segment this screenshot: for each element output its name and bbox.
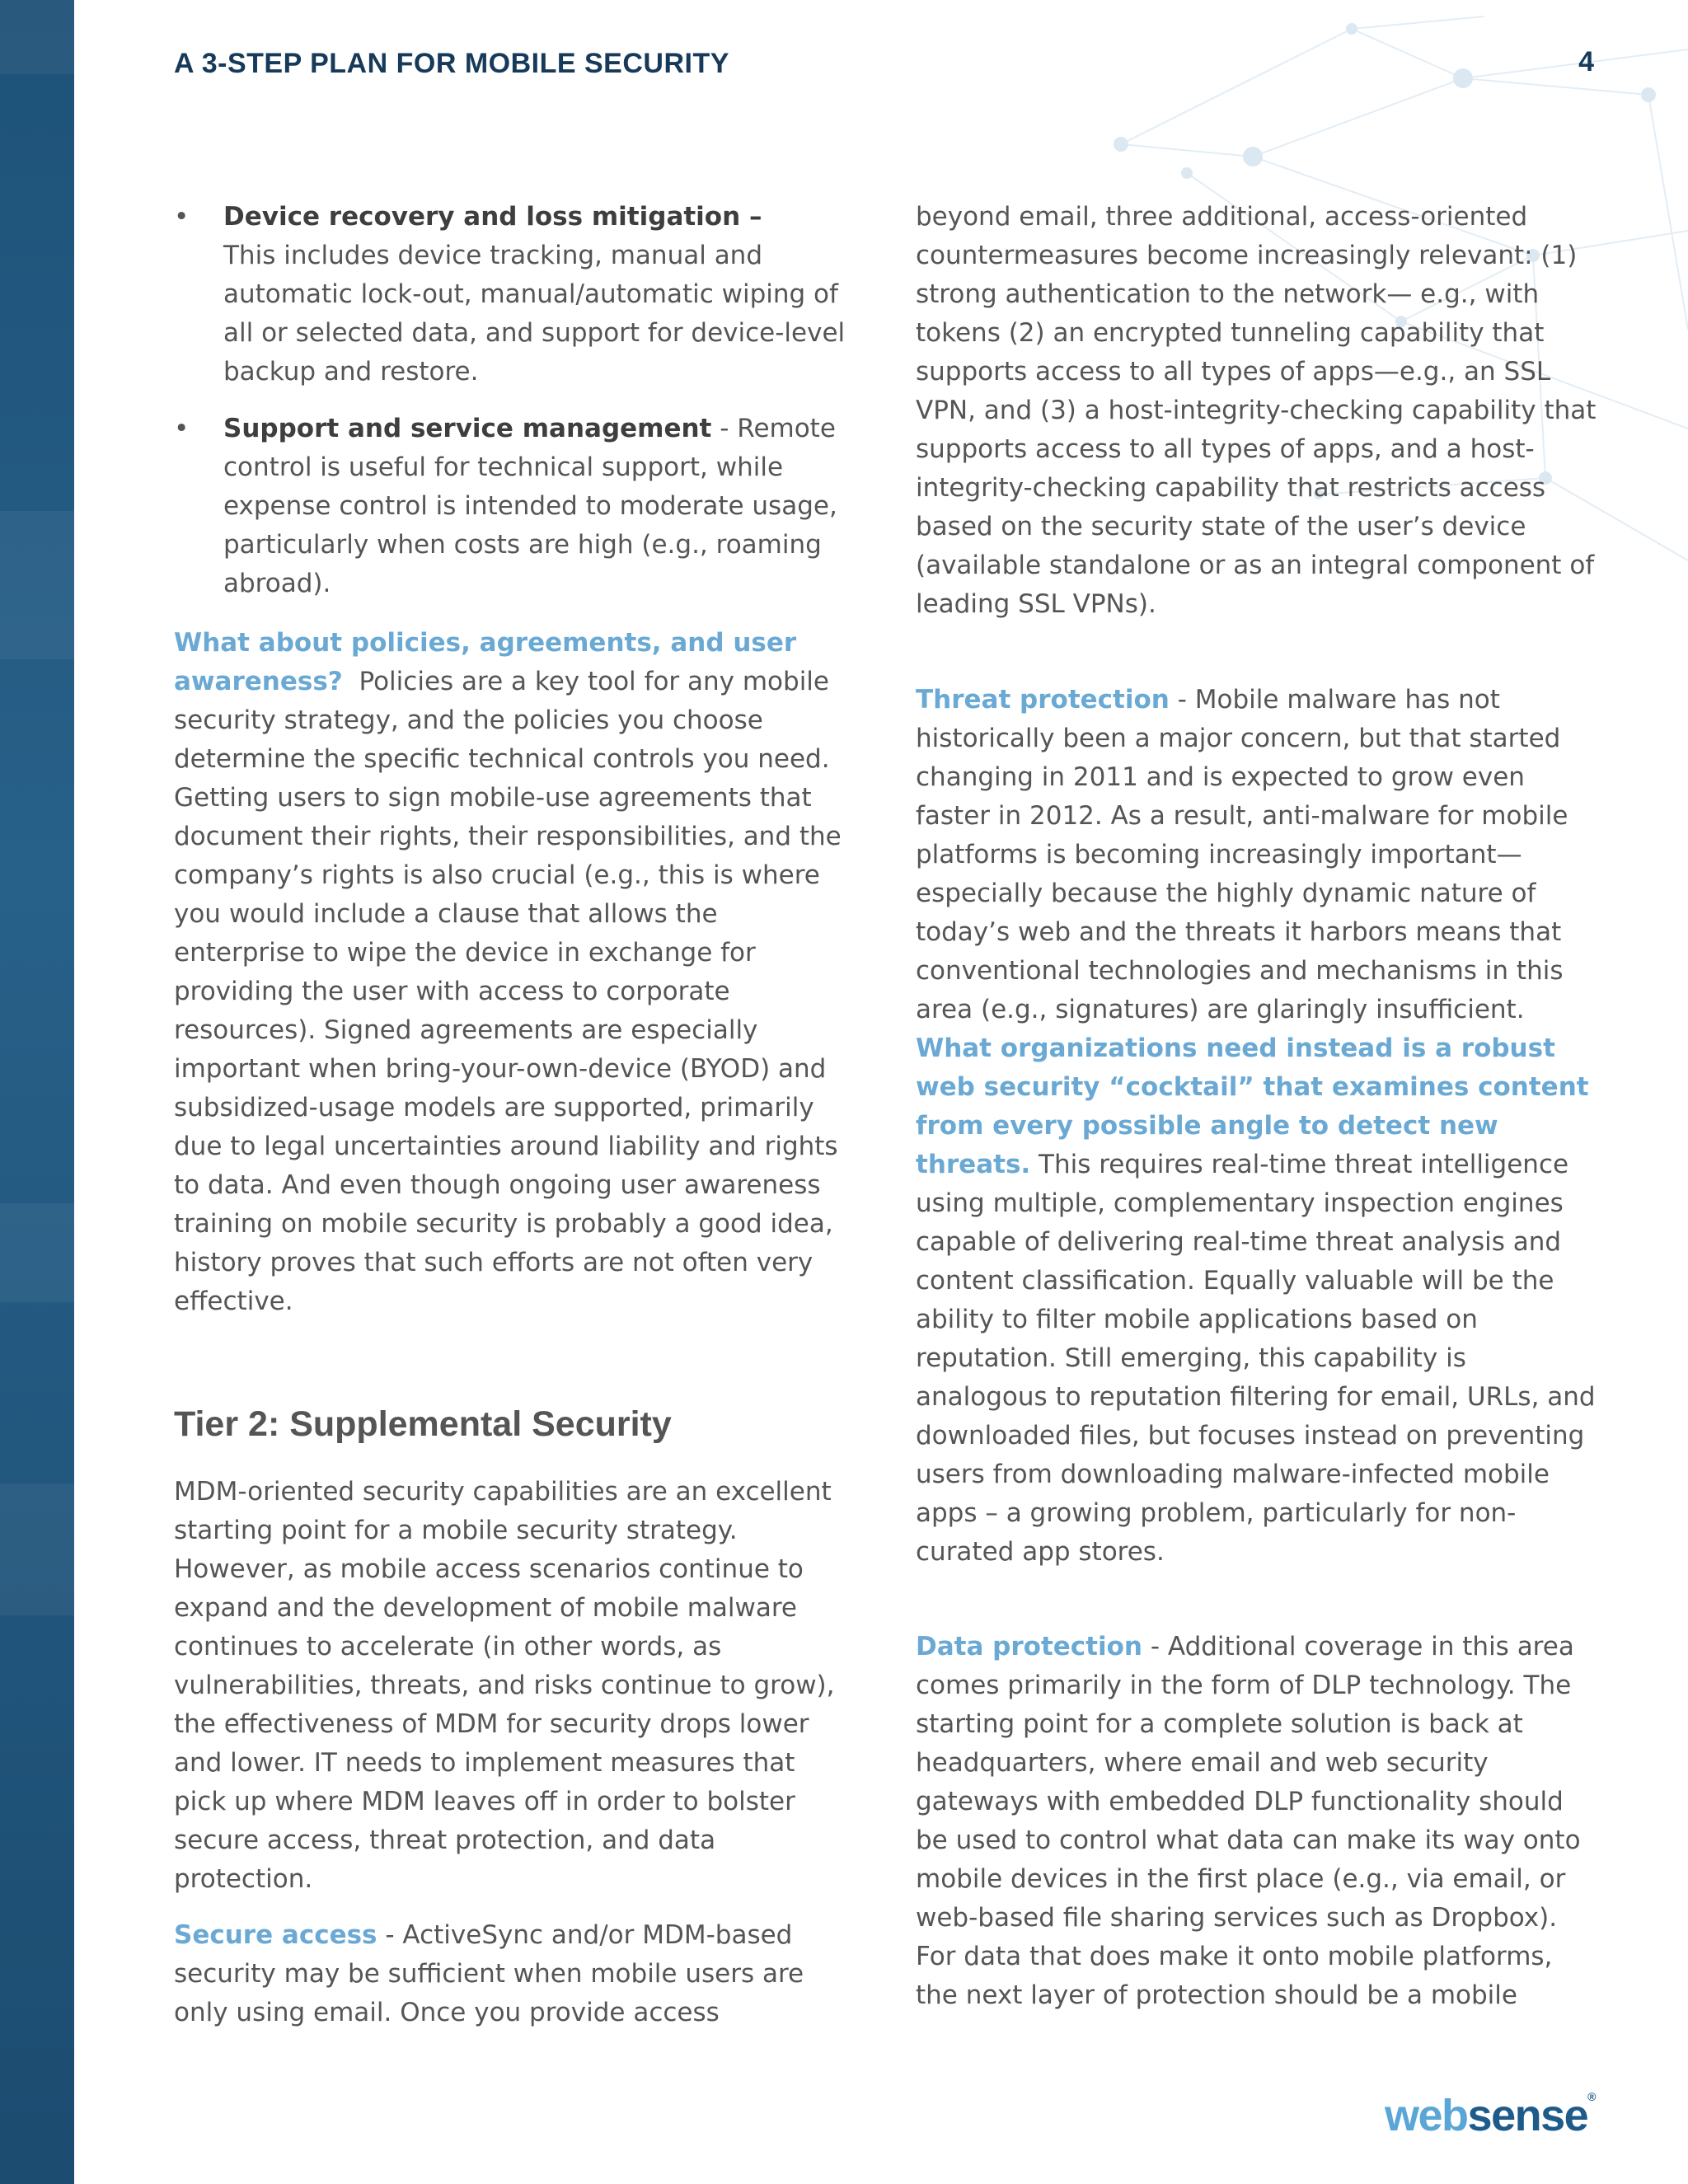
bullet-term: Device recovery and loss mitigation	[223, 202, 741, 232]
policies-lead: What about policies, agreements, and user awareness?	[174, 628, 797, 696]
bullet-text: This includes device tracking, manual and automatic lock-out, manual/automatic wiping of all or selected data, and support for device-level backup and restore.	[223, 241, 846, 387]
bullet-text: Remote control is useful for technical support, while expense control is intended to moderate usage, particularly when costs are high (e.g., roaming abroad).	[223, 414, 837, 598]
document-title: A 3-STEP PLAN FOR MOBILE SECURITY	[174, 48, 729, 79]
access-continuation-paragraph: beyond email, three additional, access-oriented countermeasures become increasingly relevant: (1) strong authentication to the network— e.g., with tokens (2) an encrypted tunneling capability that supports access to all types of apps—e.g., an SSL VPN, and (3) a host-integrity-checking capability that supports access to all types of apps, and a host-integrity-checking capability that restricts access based on the security state of the user’s device (available standalone or as an integral component of leading SSL VPNs).	[916, 202, 1597, 619]
data-protection-lead: Data protection	[916, 1632, 1142, 1661]
policies-paragraph: What about policies, agreements, and user awareness? Policies are a key tool for any mobile security strategy, and the policies you choose determine the specific technical controls you need. Getting users to sign mobile-use agreements that document their rights, their responsibilities, and the company’s rights is also crucial (e.g., this is where you would include a clause that allows the enterprise to wipe the device in exchange for providing the user with access to corporate resources). Signed agreements are especially important when bring-your-own-device (BYOD) and subsidized-usage models are supported, primarily due to legal uncertainties around liability and rights to data. And even though ongoing user awareness training on mobile security is probably a good idea, history proves that such efforts are not often very effective.	[174, 628, 842, 1316]
tier-intro-paragraph: MDM-oriented security capabilities are an excellent starting point for a mobile security strategy. However, as mobile access scenarios continue to expand and the development of mobile malware continues to accelerate (in other words, as vulnerabilities, threats, and risks continue to grow), the effectiveness of MDM for security drops lower and lower. IT needs to implement measures that pick up where MDM leaves off in order to bolster secure access, threat protection, and data protection.	[174, 1477, 835, 1894]
websense-logo: websense®	[1385, 2090, 1597, 2140]
bullet-icon: •	[174, 414, 190, 443]
bullet-term: Support and service management	[223, 414, 712, 443]
sidebar-decoration	[0, 0, 74, 2184]
data-protection-paragraph: Data protection - Additional coverage in this area comes primarily in the form of DLP technology. The starting point for a complete solution is back at headquarters, where email and web security gateways with embedded DLP functionality should be used to control what data can make its way onto mobile devices in the first place (e.g., via email, or web-based file sharing services such as Dropbox). For data that does make it onto mobile platforms, the next layer of protection should be a mobile	[916, 1632, 1581, 2010]
page-number: 4	[1578, 46, 1594, 77]
secure-access-lead: Secure access	[174, 1920, 377, 1950]
section-heading: Tier 2: Supplemental Security	[174, 1404, 672, 1444]
secure-access-paragraph: Secure access - ActiveSync and/or MDM-based security may be sufficient when mobile users are only using email. Once you provide access	[174, 1920, 804, 2027]
threat-protection-paragraph: Threat protection - Mobile malware has not historically been a major concern, but that started changing in 2011 and is expected to grow even faster in 2012. As a result, anti-malware for mobile platforms is becoming increasingly important—especially because the highly dynamic nature of today’s web and the threats it harbors means that conventional technologies and mechanisms in this area (e.g., signatures) are glaringly insufficient. What organizations need instead is a robust web security “cocktail” that examines content from every possible angle to detect new threats. This requires real-time threat intelligence using multiple, complementary inspection engines capable of delivering real-time threat analysis and content classification. Equally valuable will be the ability to filter mobile applications based on reputation. Still emerging, this capability is analogous to reputation filtering for email, URLs, and downloaded files, but focuses instead on preventing users from downloading malware-infected mobile apps – a growing problem, particularly for non-curated app stores.	[916, 685, 1596, 1567]
threat-protection-lead: Threat protection	[916, 685, 1170, 715]
bullet-icon: •	[174, 202, 190, 232]
threat-protection-highlight: What organizations need instead is a robust web security “cocktail” that examines content from every possible angle to detect new threats.	[916, 1033, 1589, 1179]
